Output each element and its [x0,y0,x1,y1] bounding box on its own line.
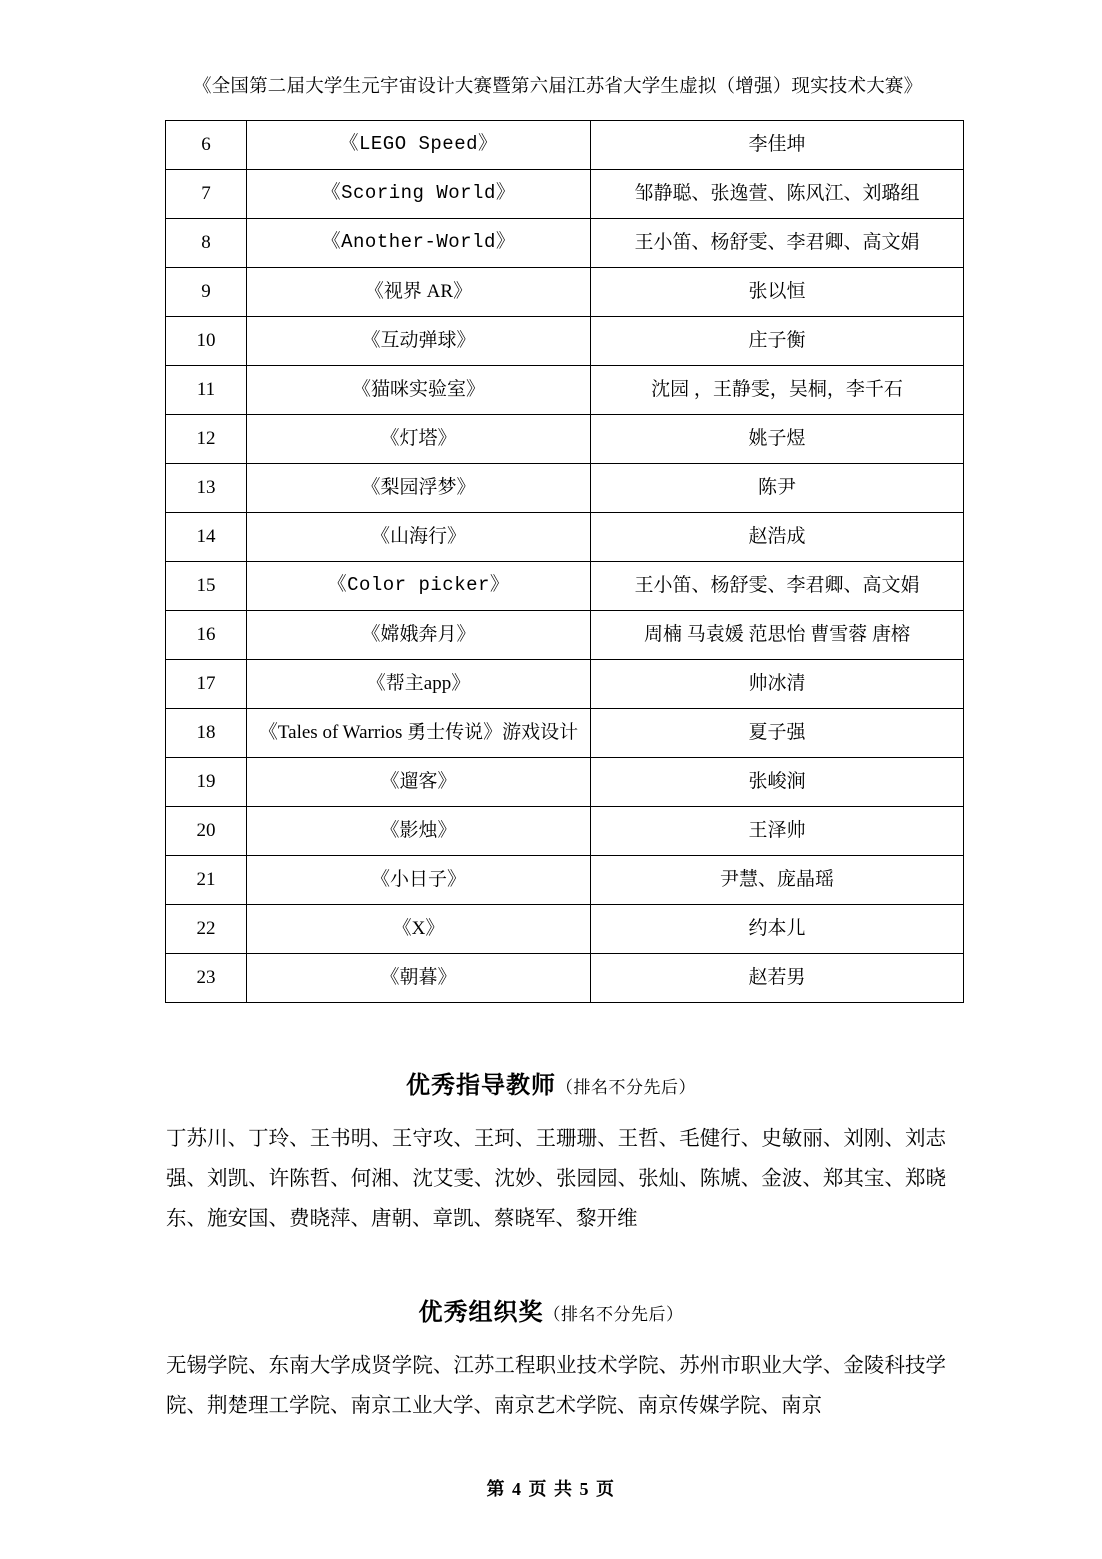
row-title: 《帮主app》 [247,660,591,709]
row-title: 《Tales of Warrios 勇士传说》游戏设计 [247,709,591,758]
row-number: 15 [166,562,247,611]
section-note-text: （排名不分先后） [543,1304,684,1324]
section-title-text: 优秀组织奖 [418,1297,544,1326]
row-number: 22 [166,905,247,954]
row-number: 16 [166,611,247,660]
table-row [166,121,964,170]
footer-middle: 页 共 [528,1479,574,1499]
row-number: 8 [166,219,247,268]
row-title: 《遛客》 [247,758,591,807]
award-list-table [165,120,964,1003]
row-names: 李佳坤 [591,121,964,170]
section-heading-organizations [165,1292,937,1327]
row-number: 18 [166,709,247,758]
footer-page-number: 4 [512,1479,523,1499]
award-table-body [166,121,964,1003]
table-row [166,905,964,954]
row-number: 21 [166,856,247,905]
footer-suffix: 页 [596,1479,616,1499]
row-names: 邹静聪、张逸萱、陈风江、刘璐组 [591,170,964,219]
section-note-text: （排名不分先后） [556,1078,696,1097]
row-names: 王小笛、杨舒雯、李君卿、高文娟 [591,219,964,268]
table-row [166,366,964,415]
row-title: 《Another-World》 [247,219,591,268]
table-row [166,856,964,905]
footer-total-pages: 5 [579,1479,590,1499]
row-title: 《猫咪实验室》 [247,366,591,415]
row-title: 《LEGO Speed》 [247,121,591,170]
row-names: 赵若男 [591,954,964,1003]
row-number: 19 [166,758,247,807]
row-title: 《梨园浮梦》 [247,464,591,513]
row-number: 7 [166,170,247,219]
row-number: 23 [166,954,247,1003]
table-row [166,807,964,856]
row-title: 《小日子》 [247,856,591,905]
row-title: 《互动弹球》 [247,317,591,366]
teacher-name-list: 丁苏川、丁玲、王书明、王守攻、王珂、王珊珊、王哲、毛健行、史敏丽、刘刚、刘志强、刘凯、许陈哲、何湘、沈艾雯、沈妙、张园园、张灿、陈虓、金波、郑其宝、郑晓东、施安国、费晓萍、唐朝、章凯、蔡晓军、黎开维 [166,1128,946,1230]
row-names: 庄子衡 [591,317,964,366]
table-row [166,464,964,513]
page-footer [0,1475,1102,1501]
row-names: 张以恒 [591,268,964,317]
row-names: 周楠 马袁媛 范思怡 曹雪蓉 唐榕 [591,611,964,660]
row-title: 《Scoring World》 [247,170,591,219]
row-title: 《朝暮》 [247,954,591,1003]
row-names: 夏子强 [591,709,964,758]
row-names: 帅冰清 [591,660,964,709]
row-number: 9 [166,268,247,317]
row-names: 尹慧、庞晶瑶 [591,856,964,905]
table-row [166,709,964,758]
organization-name-list: 无锡学院、东南大学成贤学院、江苏工程职业技术学院、苏州市职业大学、金陵科技学院、荆楚理工学院、南京工业大学、南京艺术学院、南京传媒学院、南京 [166,1354,946,1417]
document-header: 《全国第二届大学生元宇宙设计大赛暨第六届江苏省大学生虚拟（增强）现实技术大赛》 [193,77,923,97]
row-title: 《视界 AR》 [247,268,591,317]
row-number: 13 [166,464,247,513]
table-row [166,219,964,268]
row-names: 王小笛、杨舒雯、李君卿、高文娟 [591,562,964,611]
row-names: 沈园 ，王静雯，吴桐，李千石 [591,366,964,415]
table-row [166,758,964,807]
table-row [166,954,964,1003]
row-names: 赵浩成 [591,513,964,562]
table-row [166,611,964,660]
section-title-text: 优秀指导教师 [406,1071,556,1099]
row-number: 11 [166,366,247,415]
row-title: 《嫦娥奔月》 [247,611,591,660]
table-row [166,513,964,562]
row-names: 王泽帅 [591,807,964,856]
row-names: 张峻涧 [591,758,964,807]
table-row [166,268,964,317]
row-names: 陈尹 [591,464,964,513]
row-names: 姚子煜 [591,415,964,464]
row-title: 《山海行》 [247,513,591,562]
row-number: 12 [166,415,247,464]
row-title: 《影烛》 [247,807,591,856]
table-row [166,562,964,611]
row-number: 20 [166,807,247,856]
section-heading-teachers [165,1065,937,1100]
table-row [166,415,964,464]
table-row [166,170,964,219]
footer-prefix: 第 [486,1479,506,1499]
table-row [166,317,964,366]
row-names: 约本儿 [591,905,964,954]
row-number: 17 [166,660,247,709]
row-number: 14 [166,513,247,562]
row-number: 6 [166,121,247,170]
row-number: 10 [166,317,247,366]
row-title: 《X》 [247,905,591,954]
row-title: 《Color picker》 [247,562,591,611]
row-title: 《灯塔》 [247,415,591,464]
table-row [166,660,964,709]
